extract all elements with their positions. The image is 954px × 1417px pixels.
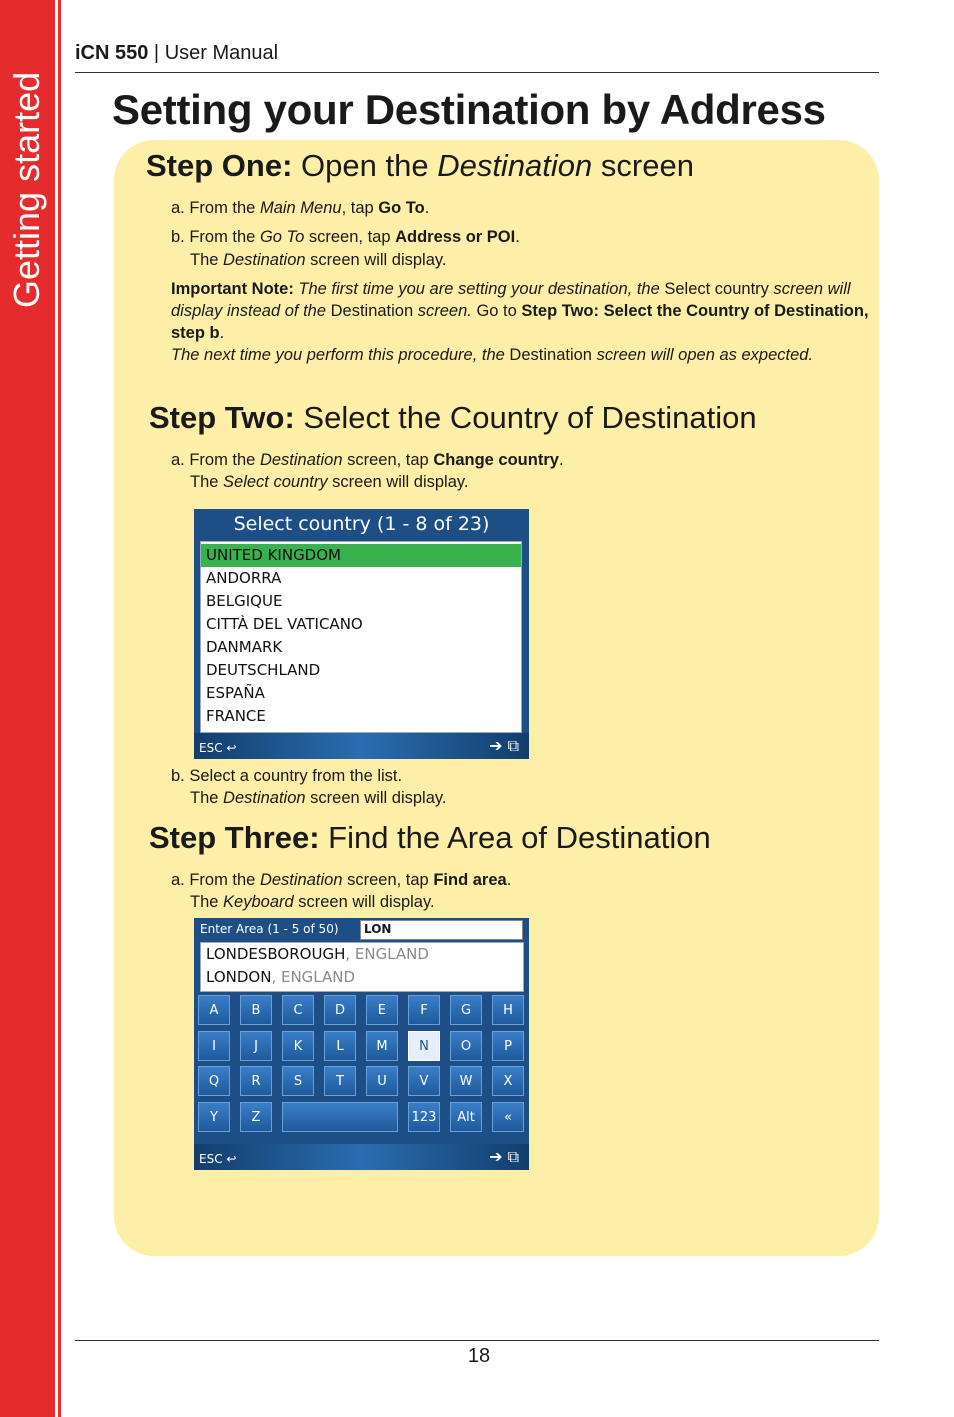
step-two-label: Step Two:: [149, 400, 295, 435]
note-italic: The next time you perform this procedure, the: [171, 346, 510, 364]
area-search-input[interactable]: LON: [360, 920, 523, 940]
step-three-label: Step Three:: [149, 820, 320, 855]
step-two-a-result: [190, 471, 469, 493]
key-button[interactable]: L: [324, 1031, 356, 1061]
country-list-item[interactable]: DEUTSCHLAND: [206, 661, 321, 679]
note-italic: screen will display instead of the: [171, 280, 851, 320]
key-button[interactable]: I: [198, 1031, 230, 1061]
text: .: [558, 451, 564, 469]
key-button[interactable]: N: [408, 1031, 440, 1061]
note-text: .: [219, 324, 225, 342]
key-button[interactable]: R: [240, 1066, 272, 1096]
screen-footer: [194, 1144, 529, 1170]
step-one-label: Step One:: [146, 148, 293, 183]
note-italic: screen will open as expected.: [591, 346, 814, 364]
step-two-text: Select the Country of Destination: [294, 400, 757, 435]
key-button[interactable]: F: [408, 995, 440, 1025]
text-bold: Find area: [433, 871, 507, 889]
sidebar-line: [58, 0, 61, 1417]
alt-key[interactable]: Alt: [450, 1102, 482, 1132]
key-button[interactable]: J: [240, 1031, 272, 1061]
step-three-a: [171, 869, 511, 891]
forward-icon[interactable]: ➔ ⧉: [489, 1147, 519, 1166]
step-three-a-result: [190, 891, 435, 913]
text-italic: Go To: [259, 228, 305, 246]
key-button[interactable]: V: [408, 1066, 440, 1096]
step-two-heading: [149, 400, 757, 436]
note-text: Go to: [471, 302, 522, 320]
text: screen will display.: [305, 251, 447, 269]
header-rule: [75, 72, 879, 73]
space-key[interactable]: [282, 1102, 398, 1132]
text: screen, tap: [342, 451, 434, 469]
country-list-item[interactable]: DANMARK: [206, 638, 283, 656]
keyboard-screenshot: [194, 918, 529, 1170]
step-one-text-end: screen: [592, 148, 694, 183]
screen-footer: [194, 733, 529, 759]
step-one-b: [171, 226, 520, 248]
key-button[interactable]: M: [366, 1031, 398, 1061]
note-text: Select country: [664, 280, 769, 298]
note-bold-ref: Step Two: Select the Country of Destination, step b: [171, 302, 869, 342]
key-button[interactable]: S: [282, 1066, 314, 1096]
step-one-a: [171, 197, 429, 219]
key-button[interactable]: Q: [198, 1066, 230, 1096]
note-italic: The first time you are setting your destination, the: [293, 280, 665, 298]
step-one-italic: Destination: [437, 148, 593, 183]
text: b. From the: [171, 228, 260, 246]
step-one-b-result: [190, 249, 447, 271]
text: The: [190, 251, 224, 269]
text-italic: Main Menu: [259, 199, 342, 217]
page-title: Setting your Destination by Address: [112, 86, 826, 133]
area-result-item[interactable]: [201, 966, 523, 989]
key-button[interactable]: H: [492, 995, 524, 1025]
esc-button[interactable]: ESC ↩: [199, 741, 237, 755]
note-text: Destination: [330, 302, 414, 320]
select-country-title: Select country (1 - 8 of 23): [233, 513, 490, 535]
step-two-a: [171, 449, 564, 471]
text: a. From the: [171, 871, 260, 889]
country-list-item[interactable]: ESPAÑA: [206, 684, 265, 702]
country-list-item[interactable]: ANDORRA: [206, 569, 282, 587]
text-bold: Go To: [378, 199, 425, 217]
area-result-item[interactable]: [201, 943, 523, 966]
backspace-key[interactable]: «: [492, 1102, 524, 1132]
step-three-text: Find the Area of Destination: [319, 820, 711, 855]
result-region: , ENGLAND: [271, 968, 356, 986]
note-text: Destination: [509, 346, 592, 364]
key-button[interactable]: K: [282, 1031, 314, 1061]
country-list-item[interactable]: FRANCE: [206, 707, 266, 725]
step-two-b-result: [190, 787, 447, 809]
text: .: [424, 199, 430, 217]
text-italic: Destination: [259, 871, 343, 889]
text: .: [506, 871, 512, 889]
step-one-heading: [146, 148, 694, 184]
note-italic: screen.: [413, 302, 472, 320]
key-button[interactable]: T: [324, 1066, 356, 1096]
forward-icon[interactable]: ➔ ⧉: [489, 736, 519, 755]
note-label: Important Note:: [171, 280, 294, 298]
area-results: [200, 942, 524, 992]
key-button[interactable]: E: [366, 995, 398, 1025]
text: screen will display.: [327, 473, 469, 491]
country-list-item[interactable]: UNITED KINGDOM: [201, 544, 521, 567]
key-button[interactable]: Z: [240, 1102, 272, 1132]
key-button[interactable]: U: [366, 1066, 398, 1096]
enter-area-label: Enter Area (1 - 5 of 50): [200, 922, 339, 936]
text: The: [190, 473, 224, 491]
text: a. From the: [171, 451, 260, 469]
text: screen will display.: [293, 893, 435, 911]
key-button[interactable]: G: [450, 995, 482, 1025]
step-one-text: Open the: [292, 148, 438, 183]
text-italic: Destination: [223, 251, 306, 269]
running-header: [75, 42, 278, 65]
key-button[interactable]: Y: [198, 1102, 230, 1132]
text-bold: Change country: [433, 451, 559, 469]
key-button[interactable]: P: [492, 1031, 524, 1061]
key-button[interactable]: A: [198, 995, 230, 1025]
text: a. From the: [171, 199, 260, 217]
section-label: Getting started: [6, 71, 47, 308]
result-region: , ENGLAND: [345, 945, 429, 963]
key-button[interactable]: W: [450, 1066, 482, 1096]
esc-button[interactable]: ESC ↩: [199, 1152, 237, 1166]
select-country-screenshot: [194, 509, 529, 759]
country-list-item[interactable]: CITTÀ DEL VATICANO: [206, 615, 363, 633]
key-button[interactable]: O: [450, 1031, 482, 1061]
footer-rule: [75, 1340, 879, 1341]
country-list-items: [201, 544, 521, 728]
key-button[interactable]: C: [282, 995, 314, 1025]
important-note: [171, 278, 871, 366]
key-button[interactable]: B: [240, 995, 272, 1025]
text: screen, tap: [342, 871, 434, 889]
text: .: [515, 228, 520, 246]
header-separator: |: [148, 42, 165, 64]
result-place: LONDESBOROUGH: [206, 945, 346, 963]
text-italic: Keyboard: [223, 893, 294, 911]
step-three-heading: [149, 820, 711, 856]
country-list-item[interactable]: BELGIQUE: [206, 592, 283, 610]
key-button[interactable]: D: [324, 995, 356, 1025]
text-italic: Select country: [223, 473, 328, 491]
text: The: [190, 789, 224, 807]
page-number: 18: [467, 1345, 491, 1367]
document-name: User Manual: [164, 42, 279, 64]
key-button[interactable]: X: [492, 1066, 524, 1096]
country-list: [200, 541, 522, 733]
text-italic: Destination: [223, 789, 306, 807]
product-name: iCN 550: [75, 42, 149, 64]
text-bold: Address or POI: [395, 228, 516, 246]
numeric-key[interactable]: 123: [408, 1102, 440, 1132]
step-two-b: b. Select a country from the list.: [171, 767, 403, 785]
result-place: LONDON: [206, 968, 272, 986]
text: screen, tap: [304, 228, 396, 246]
text: The: [190, 893, 224, 911]
text: , tap: [341, 199, 379, 217]
text-italic: Destination: [259, 451, 343, 469]
area-results-items: [201, 943, 523, 989]
text: screen will display.: [305, 789, 447, 807]
